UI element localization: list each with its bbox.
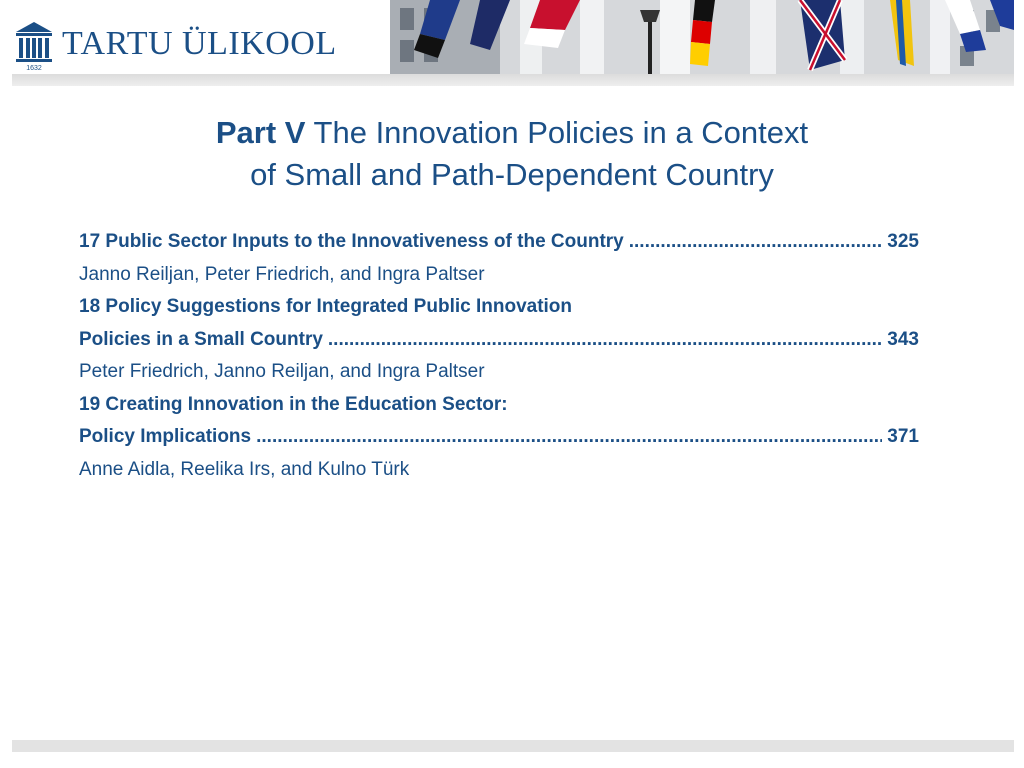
page-number: 343 (887, 328, 919, 350)
chapter-authors: Janno Reiljan, Peter Friedrich, and Ingra Paltser (79, 263, 485, 285)
leader-dots (256, 421, 882, 454)
chapter-title-continued: Policies in a Small Country (79, 328, 323, 350)
footer-divider (12, 740, 1014, 752)
chapter-title: 17 Public Sector Inputs to the Innovativeness of the Country (79, 231, 624, 252)
chapter-title: 19 Creating Innovation in the Education Sector: (79, 393, 508, 415)
university-building-icon (14, 20, 54, 72)
toc-entry-19[interactable] (79, 421, 919, 454)
toc-entry-17[interactable] (79, 226, 919, 259)
page-number: 325 (887, 231, 919, 252)
leader-dots (328, 324, 882, 357)
title-line-2: of Small and Path-Dependent Country (250, 157, 774, 192)
slide-title (0, 112, 1024, 196)
part-label: Part V (215, 115, 306, 150)
header (0, 0, 1024, 86)
chapter-authors: Peter Friedrich, Janno Reiljan, and Ingra Paltser (79, 361, 485, 382)
university-logo (14, 20, 337, 72)
logo-year: 1632 (26, 65, 42, 72)
table-of-contents (79, 226, 919, 486)
header-photo (390, 0, 1014, 74)
flags-photo (390, 0, 1014, 74)
chapter-title-continued: Policy Implications (79, 426, 252, 447)
toc-entry-18[interactable] (79, 324, 919, 357)
chapter-title: 18 Policy Suggestions for Integrated Public Innovation (79, 296, 573, 317)
logo-text: TARTU ÜLIKOOL (62, 25, 337, 62)
leader-dots (629, 226, 883, 259)
header-divider (12, 74, 1014, 86)
page-number: 371 (887, 426, 919, 447)
chapter-authors: Anne Aidla, Reelika Irs, and Kulno Türk (79, 458, 410, 480)
title-line-1: The Innovation Policies in a Context (305, 115, 809, 150)
